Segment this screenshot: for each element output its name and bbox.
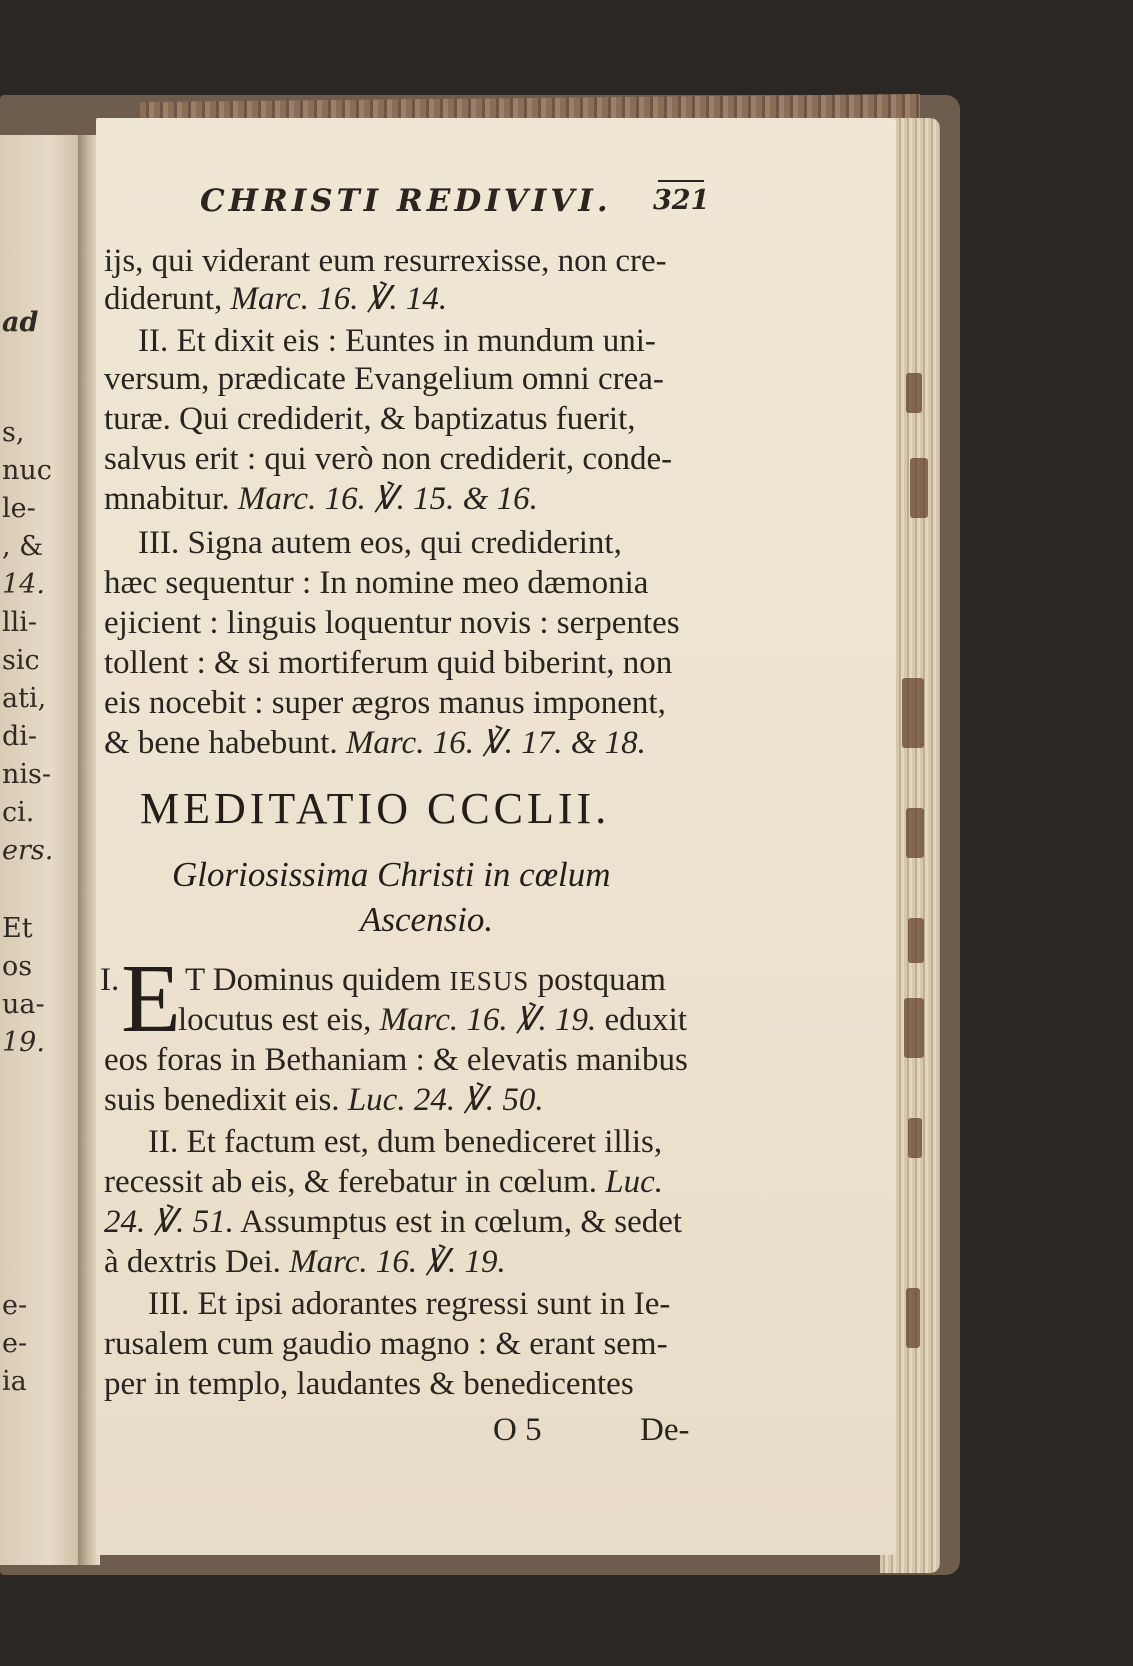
left-fragment: lli- (2, 607, 38, 638)
signature-mark: O 5 (493, 1412, 542, 1448)
text-line: eis nocebit : super ægros manus imponent, (104, 685, 666, 721)
left-fragment: 14. (2, 569, 45, 600)
text-line: 24. ℣. 51. Assumptus est in cœlum, & sedet (104, 1204, 683, 1240)
text-line: turæ. Qui crediderit, & baptizatus fuerit, (104, 401, 636, 437)
left-fragment: Et (2, 913, 33, 944)
edge-mark (906, 808, 924, 858)
citation: 24. ℣. 51. (104, 1204, 234, 1240)
text-line: II. Et factum est, dum benediceret illis, (148, 1124, 663, 1160)
left-fragment: sic (2, 645, 40, 676)
left-fragment: ers. (2, 835, 54, 866)
running-head: CHRISTI REDIVIVI. (200, 183, 612, 219)
drop-capital: E (121, 945, 181, 1053)
text-line: versum, prædicate Evangelium omni crea- (104, 361, 664, 397)
folio-rule (658, 180, 704, 182)
text-line: locutus est eis, Marc. 16. ℣. 19. eduxit (178, 1002, 687, 1038)
text-line: à dextris Dei. Marc. 16. ℣. 19. (104, 1244, 506, 1280)
text-line: III. Et ipsi adorantes regressi sunt in Ie- (148, 1286, 671, 1322)
left-fragment: ci. (2, 797, 35, 828)
left-fragment: , & (2, 531, 44, 562)
text-line: salvus erit : qui verò non crediderit, conde- (104, 441, 673, 477)
text-line: & bene habebunt. Marc. 16. ℣. 17. & 18. (104, 725, 646, 761)
left-fragment: ia (2, 1366, 27, 1397)
text-line: hæc sequentur : In nomine meo dæmonia (104, 565, 649, 601)
left-fragment: 19. (2, 1027, 45, 1058)
text-line: recessit ab eis, & ferebatur in cœlum. Luc. (104, 1164, 663, 1200)
citation: Marc. 16. ℣. 19. (289, 1244, 506, 1280)
text-line: T Dominus quidem IESUS postquam (185, 962, 666, 998)
text-line: rusalem cum gaudio magno : & erant sem- (104, 1326, 668, 1362)
left-fragment: le- (2, 493, 36, 524)
text-line: III. Signa autem eos, qui crediderint, (138, 525, 622, 561)
text-line: mnabitur. Marc. 16. ℣. 15. & 16. (104, 481, 538, 517)
small-caps-name: IESUS (449, 966, 530, 996)
left-fragment: os (2, 951, 33, 982)
left-fragment: nis- (2, 759, 52, 790)
citation: Luc. (605, 1164, 663, 1200)
left-fragment: ad (2, 307, 39, 338)
text-line: suis benedixit eis. Luc. 24. ℣. 50. (104, 1082, 544, 1118)
text-line: tollent : & si mortiferum quid biberint, non (104, 645, 673, 681)
edge-mark (906, 1288, 920, 1348)
meditation-subtitle: Gloriosissima Christi in cœlum (172, 855, 611, 894)
page-number: 321 (653, 185, 710, 216)
edge-mark (908, 1118, 922, 1158)
edge-mark (908, 918, 924, 963)
text-line: eos foras in Bethaniam : & elevatis manibus (104, 1042, 688, 1078)
citation: Marc. 16. ℣. 19. (379, 1002, 597, 1038)
left-fragment: ati, (2, 683, 47, 714)
left-fragment: di- (2, 721, 38, 752)
left-fragment: s, (2, 417, 25, 448)
left-fragment: e- (2, 1290, 28, 1321)
edge-mark (910, 458, 928, 518)
left-page-text-fragments (0, 135, 84, 1565)
left-fragment: nuc (2, 455, 52, 486)
citation: Marc. 16. ℣. 14. (230, 281, 448, 317)
paragraph-number: I. (100, 962, 120, 998)
edge-mark (906, 373, 922, 413)
citation: Marc. 16. ℣. 17. & 18. (345, 725, 646, 761)
meditation-title: MEDITATIO CCCLII. (140, 784, 611, 833)
text-line: ijs, qui viderant eum resurrexisse, non cre- (104, 243, 667, 279)
left-fragment: e- (2, 1328, 28, 1359)
text-line: diderunt, Marc. 16. ℣. 14. (104, 281, 448, 317)
left-fragment: ua- (2, 989, 45, 1020)
citation: Marc. 16. ℣. 15. & 16. (237, 481, 538, 517)
edge-mark (904, 998, 924, 1058)
text-line: per in templo, laudantes & benedicentes (104, 1366, 634, 1402)
edge-mark (902, 678, 924, 748)
catchword: De- (640, 1412, 690, 1448)
left-page (0, 135, 84, 1565)
text-line: II. Et dixit eis : Euntes in mundum uni- (138, 323, 656, 359)
meditation-subtitle-line2: Ascensio. (360, 900, 494, 939)
citation: Luc. 24. ℣. 50. (347, 1082, 544, 1118)
text-line: ejicient : linguis loquentur novis : serpentes (104, 605, 680, 641)
